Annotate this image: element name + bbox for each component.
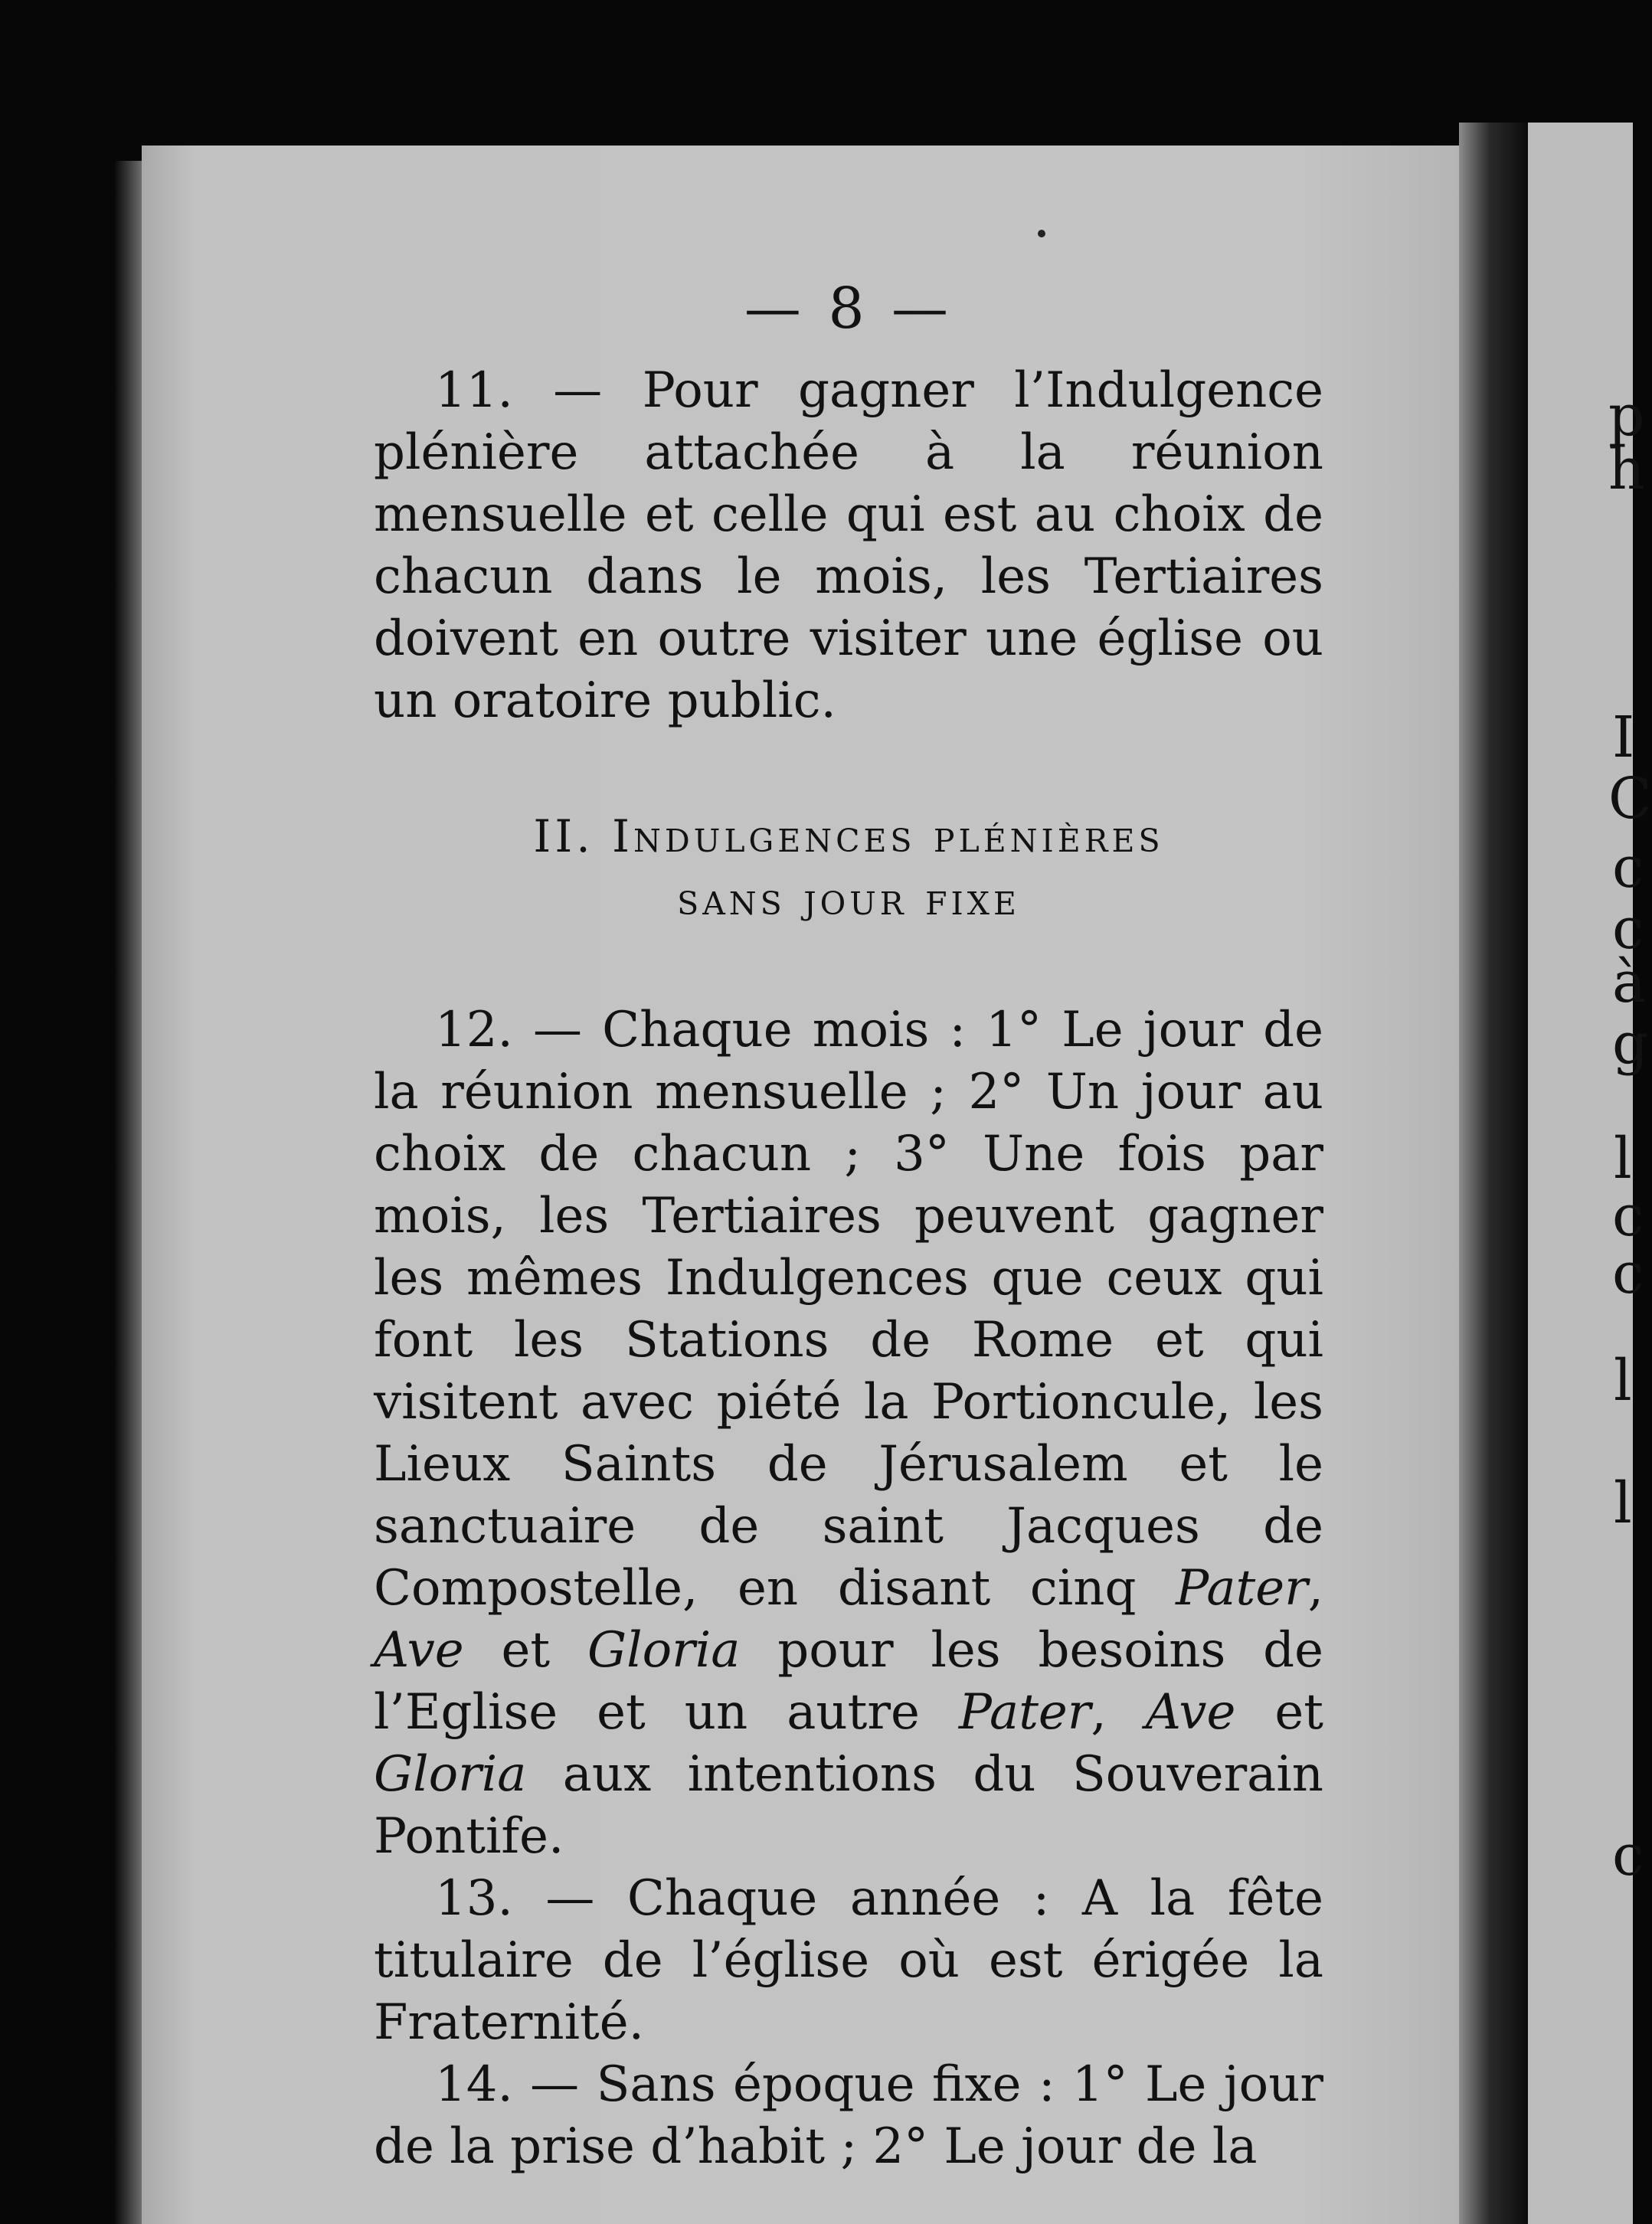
- paragraph-12-text: ,: [1307, 1560, 1323, 1617]
- next-page-fragment: c: [1612, 896, 1644, 962]
- paragraph-12-text: et: [463, 1622, 588, 1679]
- page-number: — 8 —: [744, 276, 954, 342]
- next-page-fragment: c: [1612, 1241, 1644, 1307]
- next-page-fragment: l: [1614, 1126, 1632, 1192]
- paragraph-12-lead: 12. — Chaque mois : 1° Le jour de la réunion mensuelle ; 2° Un jour au choix de chacun ; 3° Une fois par mois, les Tertiaires peuvent gagner les mêmes Indulgences que ceux qui font les Stations de Rome et qui visitent avec piété la Portioncule, les Lieux Saints de Jérusalem et le sanctuaire de saint Jacques de Compostelle, en disant cinq: [374, 1002, 1323, 1617]
- paragraph-12-text: pour les besoins de l’Eglise et un autre: [374, 1622, 1324, 1741]
- italic-ave: Ave: [374, 1622, 464, 1679]
- next-page-fragment: p: [1608, 383, 1645, 449]
- paragraph-13: 13. — Chaque année : A la fête titulaire de l’église où est érigée la Fraternité.: [374, 1870, 1323, 2051]
- paragraph-12-text: ,: [1091, 1684, 1146, 1741]
- speck: [1038, 230, 1045, 237]
- paragraph-11-dash: —: [553, 362, 603, 419]
- paragraph-11-text: Pour gagner l’Indulgence plénière attachée à la réunion mensuelle et celle qui est au choix de chacun dans le mois, les Tertiaires doivent en outre visiter une église ou un oratoire public.: [374, 362, 1323, 729]
- paragraph-12: [374, 999, 1323, 1868]
- italic-pater: Pater: [1176, 1560, 1308, 1617]
- next-page-fragment: c: [1612, 1183, 1644, 1249]
- italic-gloria: Gloria: [587, 1622, 741, 1679]
- next-page-fragment: C: [1608, 766, 1652, 832]
- book-gutter: [1459, 123, 1528, 2224]
- italic-gloria: Gloria: [374, 1746, 527, 1803]
- next-page-fragment: I: [1612, 705, 1635, 770]
- next-page-edge: [1528, 123, 1652, 2224]
- next-page-fragment: l: [1614, 1348, 1632, 1414]
- italic-pater: Pater: [958, 1684, 1091, 1741]
- paragraph-12-text: aux intentions du Souverain Pontife.: [374, 1746, 1323, 1865]
- section-heading-line2: sans jour fixe: [677, 873, 1020, 925]
- section-heading-line1: II. Indulgences plénières: [533, 810, 1164, 862]
- next-page-fragment: à: [1612, 950, 1647, 1016]
- italic-ave: Ave: [1145, 1684, 1236, 1741]
- next-page-fragment: h: [1608, 437, 1645, 502]
- paragraph-11: [374, 360, 1323, 732]
- page-text: [374, 276, 1324, 2178]
- section-heading: [374, 805, 1323, 930]
- next-page-fragment: c: [1612, 1823, 1644, 1889]
- next-page-fragment: g: [1612, 1011, 1649, 1077]
- paragraph-14: 14. — Sans époque fixe : 1° Le jour de la prise d’habit ; 2° Le jour de la: [374, 2056, 1323, 2175]
- paragraph-11-number: 11.: [435, 362, 513, 419]
- next-page-fragment: c: [1612, 835, 1644, 901]
- next-page-fragment: l: [1614, 1470, 1632, 1536]
- paragraph-12-text: et: [1235, 1684, 1324, 1741]
